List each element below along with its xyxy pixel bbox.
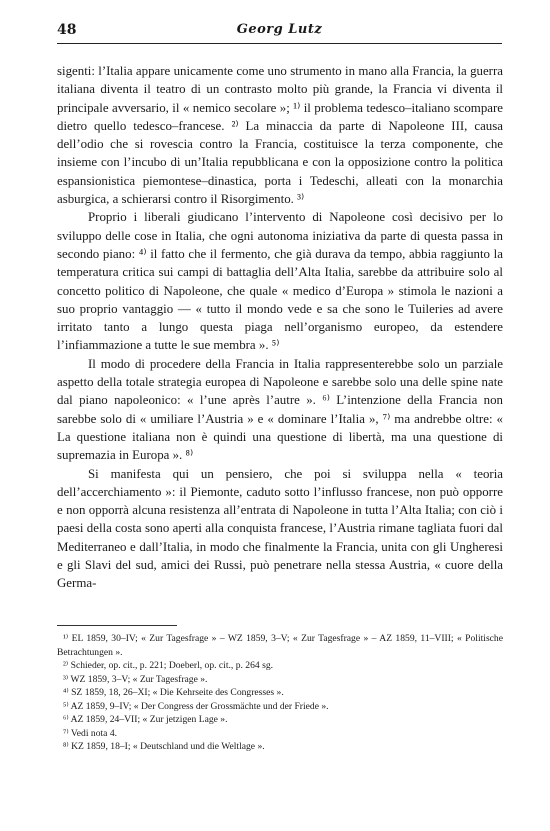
footnote: ²⁾ Schieder, op. cit., p. 221; Doeberl, op. cit., p. 264 sg. <box>63 660 274 671</box>
footnote-rule <box>57 625 177 626</box>
page-number: 48 <box>57 22 77 38</box>
footnote: ⁸⁾ KZ 1859, 18–I; « Deutschland und die Weltlage ». <box>63 741 265 752</box>
footnote: ⁴⁾ SZ 1859, 18, 26–XI; « Die Kehrseite des Congresses ». <box>63 687 284 698</box>
footnotes <box>57 632 503 754</box>
footnote: ³⁾ WZ 1859, 3–V; « Zur Tagesfrage ». <box>63 673 208 685</box>
paragraph: Il modo di procedere della Francia in Italia rappresenterebbe solo un parziale aspetto della totale strategia europea di Napoleone e sarebbe solo una delle spine nate dal piano napoleonico: « l’une après l’autre ». ⁶⁾ L’intenzione della Francia non sarebbe solo di « umiliare l’Austria » e « dominare l’Italia », ⁷⁾ ma andrebbe oltre: « La questione italiana non è quindi una questione di libertà, ma una questione di supremazia in Europa ». ⁸⁾ <box>57 356 503 463</box>
footnote: ⁷⁾ Vedi nota 4. <box>63 727 118 739</box>
running-head: Georg Lutz <box>236 22 323 37</box>
header-rule <box>57 43 502 44</box>
paragraph: Proprio i liberali giudicano l’intervento di Napoleone così decisivo per lo sviluppo delle cose in Italia, che ogni autonoma iniziativa da parte di questa passa in secondo piano: ⁴⁾ il fatto che il fermento, che già durava da tempo, abbia raggiunto la temperatura critica sui campi di battaglia dell’Alta Italia, sarebbe da attribuire solo al concetto politico di Napoleone, che quale « medico d’Europa » stimola le nazioni a suo proprio vantaggio — « tutto il mondo vede e sa che sono le Tuileries ad avere irritato tanto a lungo questa piaga nell’organismo europeo, da estendere l’infiammazione a tutte le sue membra ». ⁵⁾ <box>57 210 503 353</box>
page-header <box>57 22 502 42</box>
footnote: ⁶⁾ AZ 1859, 24–VII; « Zur jetzigen Lage ». <box>63 714 228 725</box>
body-text <box>57 62 503 593</box>
footnote: ¹⁾ EL 1859, 30–IV; « Zur Tagesfrage » – WZ 1859, 3–V; « Zur Tagesfrage » – AZ 1859, 11–VIII; « Politische Betrachtungen ». <box>57 633 503 658</box>
paragraph: Si manifesta qui un pensiero, che poi si sviluppa nella « teoria dell’accerchiamento »: il Piemonte, caduto sotto l’influsso francese, non può opporre e non opporrà alcuna resistenza all’entrata di Napoleone in tutta l’Alta Italia; con ciò i paesi della costa sono aperti alla conquista francese, l’Austria rimane tagliata fuori dal Mediterraneo e dall’Italia, in modo che finalmente la Francia, unita con gli Ungheresi e gli Slavi del sud, amici dei Russi, può penetrare nella stessa Austria, « cuore della Germa- <box>57 466 503 591</box>
paragraph: sigenti: l’Italia appare unicamente come uno strumento in mano alla Francia, la guerra italiana diventa il teatro di un contrasto molto più grande, la Francia vi diventa il principale avversario, il « nemico secolare »; ¹⁾ il problema tedesco–italiano scompare dietro quello tedesco–francese. ²⁾ La minaccia da parte di Napoleone III, causa dell’odio che si rovescia contro la Francia, costituisce la terza componente, che insieme con l’incubo di un’Italia repubblicana e con la opposizione contro la politica espansionistica piemontese–dinastica, porta i Tedeschi, alleati con la monarchia asburgica, a schierarsi contro il Risorgimento. ³⁾ <box>57 64 503 207</box>
footnote: ⁵⁾ AZ 1859, 9–IV; « Der Congress der Grossmächte und der Friede ». <box>63 700 329 712</box>
